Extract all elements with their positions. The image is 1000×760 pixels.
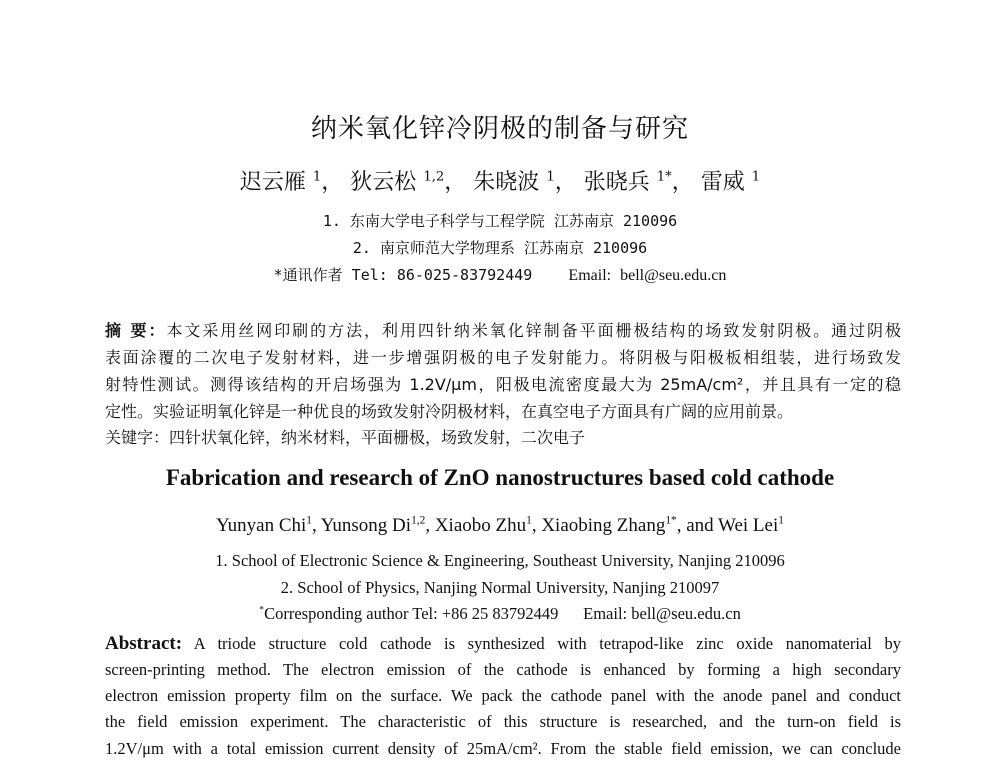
- keywords: 关键字：四针状氧化锌，纳米材料，平面栅极，场致发射，二次电子: [105, 428, 586, 447]
- author: 雷威 $^1$: [700, 169, 761, 195]
- affiliation-chinese-2: 2. 南京师范大学物理系 江苏南京 210096: [352, 239, 648, 257]
- corresponding-author-chinese: *通讯作者 Tel: 86-025-83792449 Email: bell@seu.edu.cn: [273, 266, 727, 284]
- abstract-line: 摘 要：本文采用丝网印刷的方法，利用四针纳米氧化锌制备平面栅极结构的场致发射阴极。通过阴极: [105, 321, 901, 340]
- affiliation-english-1: 1. School of Electronic Science & Engineering, Southeast University, Nanjing 210096: [215, 551, 785, 570]
- paper-title-chinese: 纳米氧化锌冷阴极的制备与研究: [310, 114, 689, 144]
- email-link[interactable]: bell@seu.edu.cn: [631, 604, 741, 623]
- email-link[interactable]: bell@seu.edu.cn: [620, 267, 727, 284]
- abstract-line: screen-printing method. The electron emission of the cathode is enhanced by forming a high secondary: [105, 660, 901, 679]
- abstract-line: the field emission experiment. The characteristic of this structure is researched, and the turn-on field is: [105, 712, 901, 731]
- author: 朱晓波 $^1$: [473, 169, 555, 195]
- affiliation-english-2: 2. School of Physics, Nanjing Normal University, Nanjing 210097: [280, 578, 720, 597]
- affiliation-chinese-1: 1. 东南大学电子科学与工程学院 江苏南京 210096: [322, 212, 678, 230]
- author-list-chinese: 迟云雁 $^1$， 狄云松 $^{1,2}$， 朱晓波 $^1$， 张晓兵 $^{1*}$， 雷威 $^1$: [239, 169, 761, 195]
- abstract-line: 射特性测试。测得该结构的开启场强为 1.2V/μm，阳极电流密度最大为 25mA/cm²，并且具有一定的稳: [105, 375, 901, 394]
- abstract-line: 定性。实验证明氧化锌是一种优良的场致发射冷阴极材料，在真空电子方面具有广阔的应用前景。: [105, 402, 794, 421]
- author: 张晓兵 $^{1*}$: [583, 169, 672, 195]
- corresponding-author-english: *Corresponding author Tel: +86 25 83792449 Email: bell@seu.edu.cn: [259, 604, 741, 623]
- author: 狄云松 $^{1,2}$: [350, 169, 445, 195]
- paper-title-english: Fabrication and research of ZnO nanostructures based cold cathode: [165, 465, 835, 490]
- author-list-english: Yunyan Chi$^1$, Yunsong Di$^{1,2}$, Xiaobo Zhu$^1$, Xiaobing Zhang$^{1*}$, and Wei Lei$^1$: [216, 514, 784, 536]
- abstract-line: electron emission property film on the surface. We pack the cathode panel with the anode panel and conduct: [105, 686, 901, 705]
- abstract-line: 表面涂覆的二次电子发射材料，进一步增强阴极的电子发射能力。将阴极与阳极板相组装，进行场致发: [105, 348, 901, 367]
- author: 迟云雁 $^1$: [239, 169, 322, 195]
- abstract-line: 1.2V/μm with a total emission current density of 25mA/cm². From the stable field emission, we can conclude: [105, 739, 901, 758]
- abstract-line: Abstract: A triode structure cold cathode is synthesized with tetrapod-like zinc oxide nanomaterial by: [105, 633, 901, 654]
